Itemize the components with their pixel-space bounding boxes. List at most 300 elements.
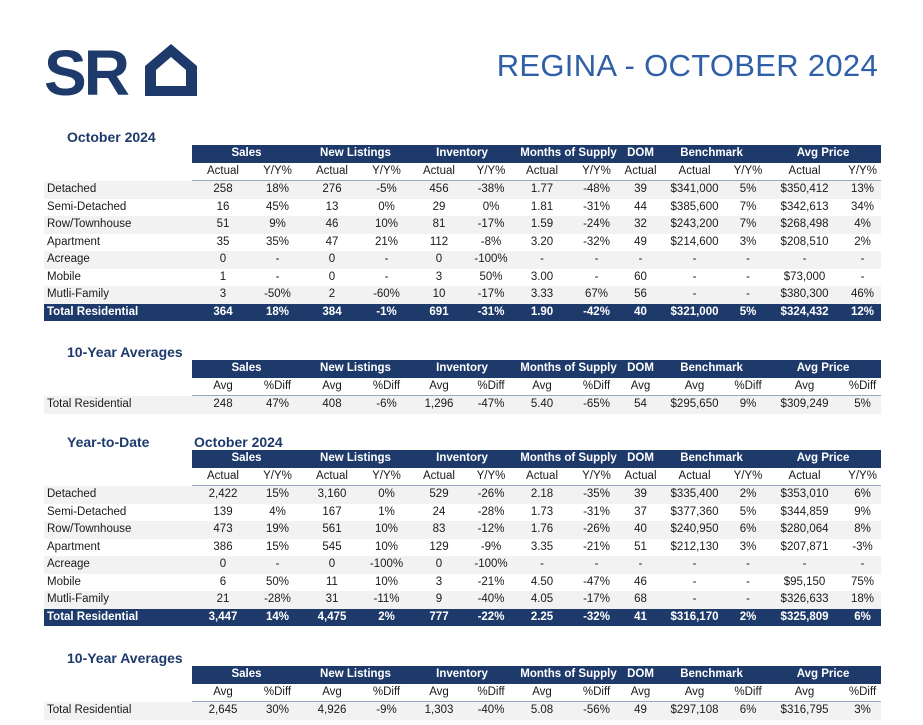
row-label: Mutli-Family [44, 286, 192, 304]
monthly-stats-table [44, 145, 881, 321]
group-header: Inventory [410, 145, 514, 163]
table-cell: 2% [363, 609, 410, 627]
group-header: New Listings [301, 666, 410, 684]
table-cell: - [384, 270, 389, 283]
table-row [44, 251, 881, 269]
table-cell: -47% [468, 396, 514, 414]
row-label: Acreage [44, 251, 192, 269]
table-cell: $385,600 [670, 200, 719, 213]
table-row [44, 574, 881, 592]
table-cell: -50% [254, 286, 301, 304]
table-cell: - [623, 251, 658, 269]
table-cell: $73,000 [783, 270, 826, 283]
table-row [44, 199, 881, 217]
group-header: Avg Price [765, 666, 881, 684]
table-cell: 12% [844, 304, 881, 322]
group-header-row [44, 145, 881, 163]
table-cell: 54 [623, 396, 658, 414]
row-label: Total Residential [44, 396, 192, 414]
table-cell: 18% [844, 591, 881, 609]
table-cell: - [570, 251, 623, 269]
subheader-cell: Avg [514, 378, 570, 396]
table-cell: -26% [570, 521, 623, 539]
table-row [44, 539, 881, 557]
table-cell: -48% [570, 181, 623, 199]
table-cell: 21 [192, 591, 254, 609]
subheader-cell: %Diff [844, 378, 881, 396]
group-header: Benchmark [658, 666, 765, 684]
table-cell: 10% [374, 575, 399, 588]
table-cell: $344,859 [780, 505, 829, 518]
ytd-stats-table [44, 450, 881, 626]
table-cell: 276 [301, 181, 363, 199]
subheader-cell: Actual [192, 163, 254, 181]
subheader-cell: %Diff [570, 684, 623, 702]
row-label: Semi-Detached [47, 200, 127, 213]
row-label: Total Residential [44, 702, 192, 720]
subheader-cell: Y/Y% [844, 163, 881, 181]
subheader-cell: %Diff [731, 378, 765, 396]
table-cell: 18% [254, 304, 301, 322]
table-cell: 3 [435, 575, 443, 588]
table-cell: $280,064 [765, 521, 844, 539]
subheader-cell: Avg [410, 378, 468, 396]
row-label: Mobile [47, 575, 81, 588]
table-cell: 10% [363, 216, 410, 234]
ytd-avg-section-label: 10-Year Averages [67, 650, 183, 666]
table-cell: -5% [363, 181, 410, 199]
subheader-cell: Actual [301, 468, 363, 486]
table-cell: 456 [410, 181, 468, 199]
group-header: Sales [192, 450, 301, 468]
table-cell: -8% [480, 235, 502, 248]
table-cell: - [658, 556, 731, 574]
table-cell: -9% [480, 540, 502, 553]
table-cell: 8% [844, 521, 881, 539]
table-cell: 31 [301, 591, 363, 609]
table-cell: 5% [731, 304, 765, 322]
table-cell: 47 [325, 235, 339, 248]
blank-cell [44, 163, 192, 181]
table-cell: 0 [301, 556, 363, 574]
blank-cell [44, 684, 192, 702]
table-cell: $335,400 [658, 486, 731, 504]
table-cell: 5.08 [514, 702, 570, 720]
table-row [44, 181, 881, 199]
group-header: Sales [192, 145, 301, 163]
table-row [44, 591, 881, 609]
table-cell: $240,950 [658, 521, 731, 539]
table-cell: 47% [254, 396, 301, 414]
table-cell: 258 [192, 181, 254, 199]
table-cell: -32% [583, 235, 610, 248]
table-cell: -56% [570, 702, 623, 720]
table-cell: - [731, 556, 765, 574]
group-header: Inventory [410, 666, 514, 684]
row-label: Row/Townhouse [44, 521, 192, 539]
subheader-cell: Avg [623, 378, 658, 396]
table-cell: 29 [432, 200, 446, 213]
subheader-cell: Y/Y% [363, 163, 410, 181]
table-cell: 4% [844, 216, 881, 234]
table-cell: - [275, 270, 280, 283]
group-header: Inventory [410, 450, 514, 468]
table-row [44, 216, 881, 234]
table-cell: -31% [583, 505, 610, 518]
table-cell: 3,447 [192, 609, 254, 627]
table-cell: 15% [254, 486, 301, 504]
group-header: Months of Supply [514, 666, 623, 684]
table-cell: 5% [844, 396, 881, 414]
table-cell: 139 [213, 505, 233, 518]
blank-cell [44, 378, 192, 396]
group-header: DOM [623, 145, 658, 163]
subheader-cell: Actual [658, 163, 731, 181]
table-cell: 2,645 [192, 702, 254, 720]
monthly-avg-section-label: 10-Year Averages [67, 344, 183, 360]
table-cell: - [570, 556, 623, 574]
table-cell: 32 [623, 216, 658, 234]
table-cell: - [860, 270, 865, 283]
table-cell: 545 [322, 540, 342, 553]
group-header: Benchmark [658, 450, 765, 468]
blank-cell [44, 468, 192, 486]
table-cell: 19% [254, 521, 301, 539]
table-cell: 9% [254, 216, 301, 234]
row-label: Total Residential [44, 304, 192, 322]
table-cell: -12% [468, 521, 514, 539]
group-header: Months of Supply [514, 360, 623, 378]
table-cell: 777 [410, 609, 468, 627]
table-cell: $208,510 [780, 235, 829, 248]
table-cell: 44 [634, 200, 647, 213]
subheader-cell: %Diff [363, 684, 410, 702]
subheader-cell: Avg [301, 684, 363, 702]
table-cell: $321,000 [658, 304, 731, 322]
table-cell: -32% [570, 609, 623, 627]
table-cell: 4.05 [514, 591, 570, 609]
table-cell: $350,412 [765, 181, 844, 199]
table-cell: 51 [192, 216, 254, 234]
table-cell: - [658, 251, 731, 269]
table-cell: -42% [570, 304, 623, 322]
table-cell: -17% [468, 286, 514, 304]
subheader-row [44, 684, 881, 702]
table-cell: $214,600 [670, 235, 719, 248]
table-cell: 2 [301, 286, 363, 304]
table-cell: 49 [634, 235, 647, 248]
table-cell: - [731, 251, 765, 269]
blank-cell [44, 360, 192, 378]
table-cell: - [658, 286, 731, 304]
blank-cell [44, 666, 192, 684]
table-cell: 45% [265, 200, 290, 213]
table-cell: 6% [844, 486, 881, 504]
group-header: DOM [623, 450, 658, 468]
subheader-cell: Avg [410, 684, 468, 702]
table-cell: 49 [623, 702, 658, 720]
table-cell: 691 [410, 304, 468, 322]
table-cell: 40 [623, 521, 658, 539]
table-cell: $342,613 [780, 200, 829, 213]
table-cell: -22% [468, 609, 514, 627]
table-cell: 3% [739, 540, 757, 553]
table-cell: 35 [216, 235, 230, 248]
subheader-cell: Y/Y% [468, 163, 514, 181]
table-cell: -11% [363, 591, 410, 609]
subheader-cell: Avg [192, 684, 254, 702]
table-cell: 41 [623, 609, 658, 627]
blank-cell [44, 145, 192, 163]
subheader-row [44, 378, 881, 396]
subheader-cell: Actual [658, 468, 731, 486]
table-cell: $325,809 [765, 609, 844, 627]
group-header: Avg Price [765, 450, 881, 468]
subheader-cell: %Diff [468, 378, 514, 396]
group-header: Avg Price [765, 145, 881, 163]
sr-logo [44, 40, 200, 98]
subheader-cell: Y/Y% [844, 468, 881, 486]
row-label: Apartment [47, 540, 101, 553]
subheader-cell: Avg [301, 378, 363, 396]
subheader-cell: Y/Y% [254, 163, 301, 181]
table-cell: 7% [731, 216, 765, 234]
monthly-section-label: October 2024 [67, 129, 156, 145]
table-cell: 0 [328, 270, 336, 283]
table-cell: $316,795 [765, 702, 844, 720]
table-cell: 67% [570, 286, 623, 304]
table-cell: 50% [265, 575, 290, 588]
table-cell: 24 [432, 505, 446, 518]
table-cell: -28% [254, 591, 301, 609]
table-cell: -6% [363, 396, 410, 414]
group-header: New Listings [301, 145, 410, 163]
table-cell: 2% [731, 609, 765, 627]
table-cell: - [363, 251, 410, 269]
table-cell: 13% [844, 181, 881, 199]
group-header: Avg Price [765, 360, 881, 378]
subheader-cell: Actual [410, 468, 468, 486]
table-cell: -100% [468, 556, 514, 574]
table-cell: 56 [623, 286, 658, 304]
table-cell: 4.50 [530, 575, 554, 588]
table-cell: 14% [254, 609, 301, 627]
table-cell: 5% [739, 505, 757, 518]
table-cell: -40% [468, 591, 514, 609]
table-cell: $297,108 [658, 702, 731, 720]
table-cell: - [731, 286, 765, 304]
table-cell: 15% [265, 540, 290, 553]
group-header: Sales [192, 360, 301, 378]
subheader-cell: %Diff [254, 684, 301, 702]
table-cell: 1.90 [514, 304, 570, 322]
row-label: Row/Townhouse [44, 216, 192, 234]
table-cell: 3% [844, 702, 881, 720]
subheader-cell: %Diff [363, 378, 410, 396]
table-cell: 386 [213, 540, 233, 553]
group-header: Months of Supply [514, 450, 623, 468]
table-cell: $353,010 [765, 486, 844, 504]
table-row [44, 486, 881, 504]
table-cell: 112 [429, 235, 449, 248]
group-header: Months of Supply [514, 145, 623, 163]
table-cell: - [692, 270, 697, 283]
table-cell: -35% [570, 486, 623, 504]
table-cell: 3% [739, 235, 757, 248]
row-label: Semi-Detached [47, 505, 127, 518]
subheader-cell: Y/Y% [731, 163, 765, 181]
table-cell: 167 [322, 505, 342, 518]
table-cell: 68 [623, 591, 658, 609]
table-row [44, 504, 881, 522]
row-label: Mutli-Family [44, 591, 192, 609]
table-cell: -17% [468, 216, 514, 234]
table-cell: -24% [570, 216, 623, 234]
table-cell: 0 [410, 556, 468, 574]
table-cell: 34% [851, 200, 875, 213]
table-cell: 3.33 [514, 286, 570, 304]
table-cell: 1% [378, 505, 395, 518]
table-cell: $212,130 [670, 540, 719, 553]
table-cell: 529 [410, 486, 468, 504]
table-cell: 9% [854, 505, 871, 518]
table-cell: 3.35 [530, 540, 554, 553]
table-cell: 4% [269, 505, 286, 518]
table-cell: 21% [374, 235, 399, 248]
subheader-cell: Y/Y% [731, 468, 765, 486]
group-header: New Listings [301, 360, 410, 378]
monthly-10yr-avg-table [44, 360, 881, 414]
table-cell: 39 [623, 181, 658, 199]
total-row [44, 609, 881, 627]
table-cell: - [254, 251, 301, 269]
table-cell: -38% [468, 181, 514, 199]
table-cell: 10% [374, 540, 399, 553]
table-cell: 9 [410, 591, 468, 609]
table-cell: - [254, 556, 301, 574]
table-cell: 1,296 [410, 396, 468, 414]
table-cell: 6% [731, 702, 765, 720]
table-cell: 0% [482, 200, 500, 213]
ytd-period-label: October 2024 [194, 434, 283, 450]
table-cell: 473 [192, 521, 254, 539]
subheader-row [44, 163, 881, 181]
subheader-cell: %Diff [844, 684, 881, 702]
subheader-cell: %Diff [570, 378, 623, 396]
table-cell: - [844, 251, 881, 269]
table-cell: 5% [731, 181, 765, 199]
group-header: Sales [192, 666, 301, 684]
table-cell: 4,926 [301, 702, 363, 720]
subheader-cell: Actual [192, 468, 254, 486]
table-cell: 30% [254, 702, 301, 720]
subheader-cell: Actual [514, 468, 570, 486]
table-cell: - [514, 251, 570, 269]
blank-cell [44, 450, 192, 468]
table-cell: - [746, 575, 750, 588]
table-cell: 2% [731, 486, 765, 504]
subheader-row [44, 468, 881, 486]
subheader-cell: Avg [514, 684, 570, 702]
table-cell: -100% [363, 556, 410, 574]
row-label: Acreage [44, 556, 192, 574]
table-cell: 18% [254, 181, 301, 199]
table-cell: 40 [623, 304, 658, 322]
table-cell: 6% [844, 609, 881, 627]
table-cell: 0% [378, 200, 395, 213]
table-cell: -100% [468, 251, 514, 269]
table-cell: 6 [219, 575, 227, 588]
table-cell: 4,475 [301, 609, 363, 627]
table-cell: $377,360 [670, 505, 719, 518]
table-cell: 46 [301, 216, 363, 234]
row-label: Detached [44, 486, 192, 504]
subheader-cell: Avg [765, 378, 844, 396]
table-cell: 3,160 [301, 486, 363, 504]
table-cell: -3% [852, 540, 873, 553]
table-cell: $324,432 [765, 304, 844, 322]
table-cell: 1.73 [530, 505, 554, 518]
table-cell: -9% [363, 702, 410, 720]
table-cell: - [765, 251, 844, 269]
table-cell: 75% [851, 575, 875, 588]
group-header: New Listings [301, 450, 410, 468]
group-header: Benchmark [658, 145, 765, 163]
table-cell: -21% [583, 540, 610, 553]
table-cell: 16 [216, 200, 230, 213]
table-cell: 9% [731, 396, 765, 414]
table-cell: $316,170 [658, 609, 731, 627]
table-cell: 83 [410, 521, 468, 539]
table-cell: 46% [844, 286, 881, 304]
subheader-cell: Avg [658, 378, 731, 396]
table-cell: 46 [634, 575, 647, 588]
group-header: DOM [623, 360, 658, 378]
table-cell: 3 [435, 270, 443, 283]
subheader-cell: Y/Y% [254, 468, 301, 486]
subheader-cell: %Diff [468, 684, 514, 702]
table-cell: 1.76 [514, 521, 570, 539]
group-header-row [44, 666, 881, 684]
subheader-cell: Y/Y% [570, 163, 623, 181]
table-cell: 6% [731, 521, 765, 539]
table-cell: 0 [410, 251, 468, 269]
ytd-section-label: Year-to-Date [67, 434, 150, 450]
subheader-cell: Y/Y% [468, 468, 514, 486]
table-row [44, 702, 881, 720]
logo-text: SR [44, 40, 127, 98]
subheader-cell: %Diff [731, 684, 765, 702]
subheader-cell: Actual [410, 163, 468, 181]
table-cell: - [692, 575, 697, 588]
table-cell: 39 [623, 486, 658, 504]
subheader-cell: %Diff [254, 378, 301, 396]
table-cell: - [765, 556, 844, 574]
group-header-row [44, 360, 881, 378]
table-cell: -28% [477, 505, 505, 518]
table-cell: 2,422 [192, 486, 254, 504]
table-cell: 2% [854, 235, 871, 248]
row-label: Mobile [47, 270, 81, 283]
table-cell: - [844, 556, 881, 574]
group-header-row [44, 450, 881, 468]
subheader-cell: Actual [623, 468, 658, 486]
table-cell: 129 [429, 540, 449, 553]
table-cell: 0 [301, 251, 363, 269]
table-cell: -26% [468, 486, 514, 504]
table-cell: 5.40 [514, 396, 570, 414]
table-cell: -40% [468, 702, 514, 720]
